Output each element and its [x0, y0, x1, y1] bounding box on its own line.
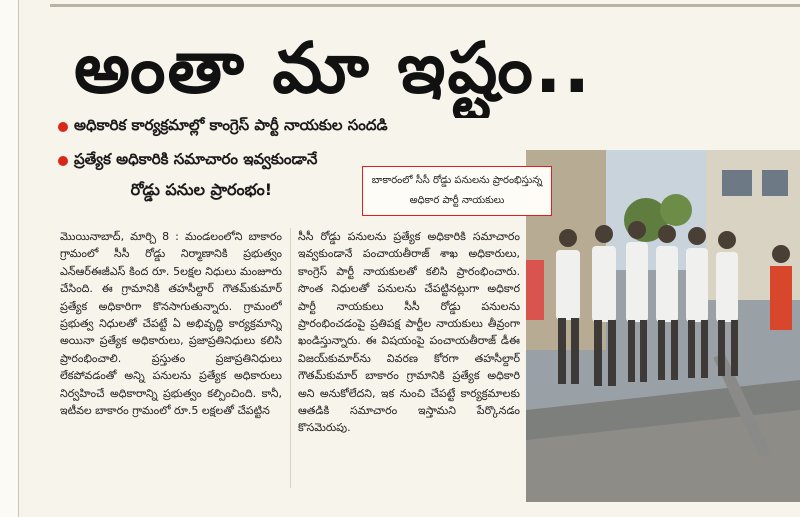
- launch-line: రోడ్డు పనుల ప్రారంభం!: [130, 180, 272, 199]
- bullet-icon: [58, 122, 68, 132]
- body-column-2-text: సీసీ రోడ్డు పనులను ప్రత్యేక అధికారికి సమాచారం ఇవ్వకుండానే పంచాయతీరాజ్ శాఖ అధికారులు, కాంగ్రెస్ పార్టీ నాయకులతో కలిసి ప్రారంభించారు. సొంత నిధులతో పనులను చేపట్టినట్లుగా అధికార పార్టీ నాయకులు సీసీ రోడ్డు పనులను ప్రారంభించడంపై ప్రతిపక్ష పార్టీల నాయకులు తీవ్రంగా ఖండిస్తున్నారు. ఈ విషయంపై పంచాయతీరాజ్ డీఈ విజయ్‌కుమార్‌ను వివరణ కోరగా తహసీల్దార్ గౌతమ్‌కుమార్ బాకారం గ్రామానికి ప్రత్యేక అధికారి అని అనుకోలేదని, ఇక నుంచి చేపట్టే కార్యక్రమాలకు ఆతడికి సమాచారం ఇస్తామని పేర్కొనడం కొసమెరుపు.: [298, 230, 520, 435]
- body-column-2: [298, 228, 520, 498]
- photo-image: [526, 150, 800, 502]
- column-divider: [290, 228, 291, 488]
- subhead-2: [58, 146, 317, 176]
- news-photo: [526, 150, 800, 502]
- subhead-2-text: ప్రత్యేక అధికారికి సమాచారం ఇవ్వకుండానే: [74, 150, 318, 168]
- photo-caption: బాకారంలో సీసీ రోడ్డు పనులను ప్రారంభిస్తున్న అధికార పార్టీ నాయకులు: [362, 166, 552, 216]
- subhead-1-text: అధికారిక కార్యక్రమాల్లో కాంగ్రెస్ పార్టీ నాయకుల సందడి: [74, 116, 388, 134]
- bullet-icon: [58, 156, 68, 166]
- body-column-1: [60, 228, 282, 498]
- body-column-1-text: మొయినాబాద్, మార్చి 8 : మండలంలోని బాకారం గ్రామంలో సీసీ రోడ్డు నిర్మాణానికి ప్రభుత్వం ఎన్ఆర్ఈజీఎస్ కింద రూ. 5లక్షల నిధులు మంజూరు చేసింది. ఈ గ్రామానికి తహసీల్దార్ గౌతమ్‌కుమార్ ప్రత్యేక అధికారిగా కొనసాగుతున్నారు. గ్రామంలో ప్రభుత్వ నిధులతో చేపట్టే ఏ అభివృద్ధి కార్యక్రమాన్ని అయినా ప్రత్యేక అధికారులు, ప్రజాప్రతినిధులు కలిసి ప్రారంభించాలి. ప్రస్తుతం ప్రజాప్రతినిధులు లేకపోవడంతో అన్ని పనులను ప్రత్యేక అధికారులు నిర్వహించే అధికారాన్ని ప్రభుత్వం కల్పించింది. కానీ, ఇటీవల బాకారం గ్రామంలో రూ.5 లక్షలతో చేపట్టిన: [60, 230, 282, 418]
- headline: అంతా మా ఇష్టం..: [74, 27, 593, 109]
- adjacent-column-strip: [0, 0, 19, 517]
- subhead-1: [58, 112, 388, 142]
- top-rule: [50, 4, 800, 7]
